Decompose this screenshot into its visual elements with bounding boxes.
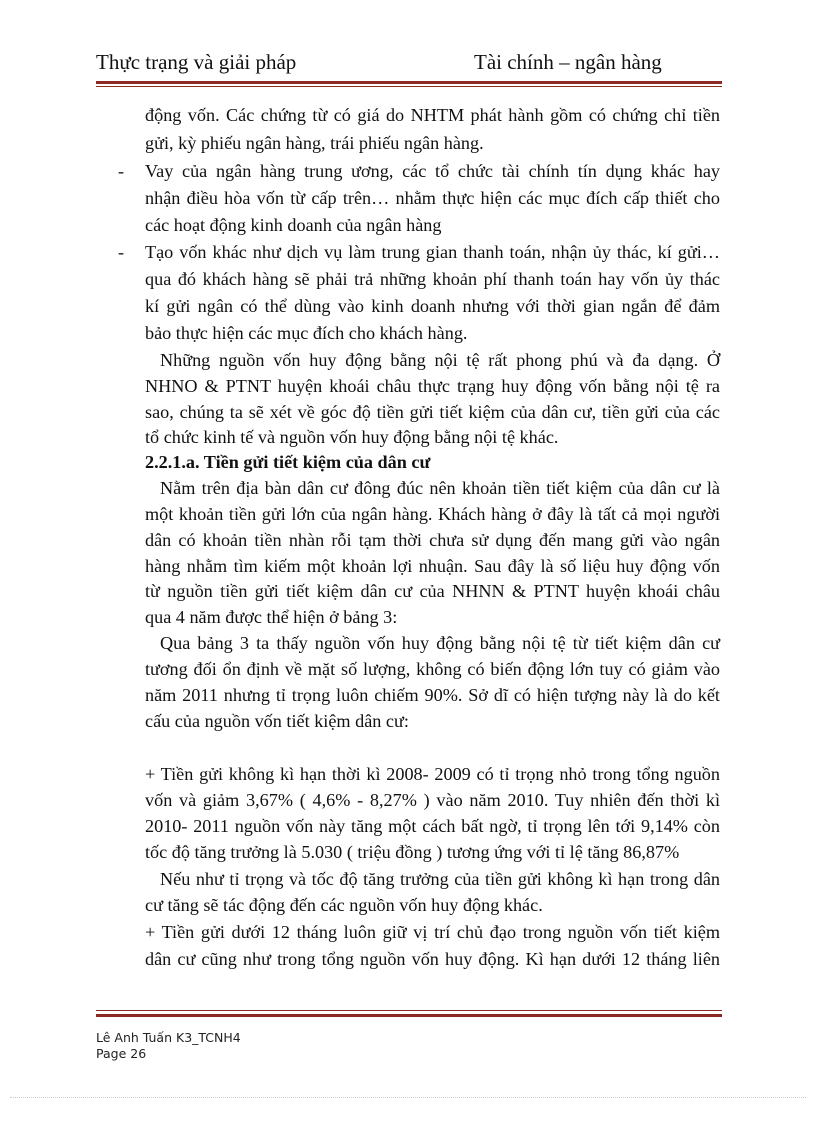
text-line: Nằm trên địa bàn dân cư đông đúc nên khoản tiền tiết kiệm của dân cư là	[160, 478, 720, 498]
text-line: kí gửi ngân có thể dùng vào kinh doanh nhưng với thời gian ngắn để đảm	[145, 296, 720, 316]
footer-author: Lê Anh Tuấn K3_TCNH4	[96, 1030, 241, 1045]
text-line: cư tăng sẽ tác động đến các nguồn vốn huy động khác.	[145, 895, 543, 915]
text-line: nhận điều hòa vốn từ cấp trên… nhằm thực hiện các mục đích cấp thiết cho	[145, 188, 720, 208]
text-line: Những nguồn vốn huy động bằng nội tệ rất phong phú và đa dạng. Ở	[160, 350, 720, 370]
header-title-right: Tài chính – ngân hàng	[474, 50, 662, 74]
text-line: qua đó khách hàng sẽ phải trả những khoản phí thanh toán hay vốn ủy thác	[145, 269, 720, 289]
text-line: Tạo vốn khác như dịch vụ làm trung gian thanh toán, nhận ủy thác, kí gửi…	[145, 242, 720, 262]
text-line: 2010- 2011 nguồn vốn này tăng một cách bất ngờ, tỉ trọng lên tới 9,14% còn	[145, 816, 720, 836]
footer-rule	[96, 1014, 722, 1017]
text-line: Qua bảng 3 ta thấy nguồn vốn huy động bằng nội tệ từ tiết kiệm dân cư	[160, 633, 720, 653]
header-rule-thin	[96, 86, 722, 87]
text-line: tổ chức kinh tế và nguồn vốn huy động bằng nội tệ khác.	[145, 427, 559, 447]
text-line: + Tiền gửi không kì hạn thời kì 2008- 2009 có tỉ trọng nhỏ trong tổng nguồn	[145, 764, 720, 784]
footer-page-number: Page 26	[96, 1046, 147, 1061]
page-header	[96, 50, 720, 80]
text-line: một khoản tiền gửi lớn của ngân hàng. Khách hàng ở đây là tất cả mọi người	[145, 504, 720, 524]
text-line: năm 2011 nhưng tỉ trọng luôn chiếm 90%. Sở dĩ có hiện tượng này là do kết	[145, 685, 720, 705]
text-line: vốn và giảm 3,67% ( 4,6% - 8,27% ) vào năm 2010. Tuy nhiên đến thời kì	[145, 790, 720, 810]
text-line: hàng nhằm tìm kiếm một khoản lợi nhuận. Sau đây là số liệu huy động vốn	[145, 556, 720, 576]
header-rule	[96, 81, 722, 84]
text-line: tương đối ổn định về mặt số lượng, không có biến động lớn tuy có giảm vào	[145, 659, 720, 679]
text-line: từ nguồn tiền gửi tiết kiệm dân cư của NHNN & PTNT huyện khoái châu	[145, 581, 720, 601]
text-line: gửi, kỳ phiếu ngân hàng, trái phiếu ngân hàng.	[145, 133, 484, 153]
header-title-left: Thực trạng và giải pháp	[96, 50, 297, 74]
list-bullet-dash: -	[118, 242, 125, 262]
text-line: các hoạt động kinh doanh của ngân hàng	[145, 215, 442, 235]
text-line: bảo thực hiện các mục đích cho khách hàng.	[145, 323, 468, 343]
text-line: Vay của ngân hàng trung ương, các tổ chức tài chính tín dụng khác hay	[145, 161, 720, 181]
section-heading: 2.2.1.a. Tiền gửi tiết kiệm của dân cư	[145, 452, 431, 472]
text-line: NHNO & PTNT huyện khoái châu thực trạng huy động vốn bằng nội tệ ra	[145, 376, 720, 396]
text-line: sao, chúng ta sẽ xét về góc độ tiền gửi tiết kiệm của dân cư, tiền gửi của các	[145, 402, 720, 422]
page-edge	[10, 1097, 806, 1098]
text-line: dân cư cũng như trong tổng nguồn vốn huy động. Kì hạn dưới 12 tháng liên	[145, 949, 720, 969]
text-line: Nếu như tỉ trọng và tốc độ tăng trưởng của tiền gửi không kì hạn trong dân	[160, 869, 720, 889]
text-line: dân có khoản tiền nhàn rỗi tạm thời chưa sử dụng đến mang gửi vào ngân	[145, 530, 720, 550]
text-line: động vốn. Các chứng từ có giá do NHTM phát hành gồm có chứng chỉ tiền	[145, 105, 720, 125]
text-line: cấu của nguồn vốn tiết kiệm dân cư:	[145, 711, 409, 731]
list-bullet-dash: -	[118, 161, 125, 181]
text-line: tốc độ tăng trưởng là 5.030 ( triệu đồng ) tương ứng với tỉ lệ tăng 86,87%	[145, 842, 680, 862]
footer-rule-thin	[96, 1010, 722, 1011]
text-line: + Tiền gửi dưới 12 tháng luôn giữ vị trí chủ đạo trong nguồn vốn tiết kiệm	[145, 922, 720, 942]
text-line: qua 4 năm được thể hiện ở bảng 3:	[145, 607, 398, 627]
